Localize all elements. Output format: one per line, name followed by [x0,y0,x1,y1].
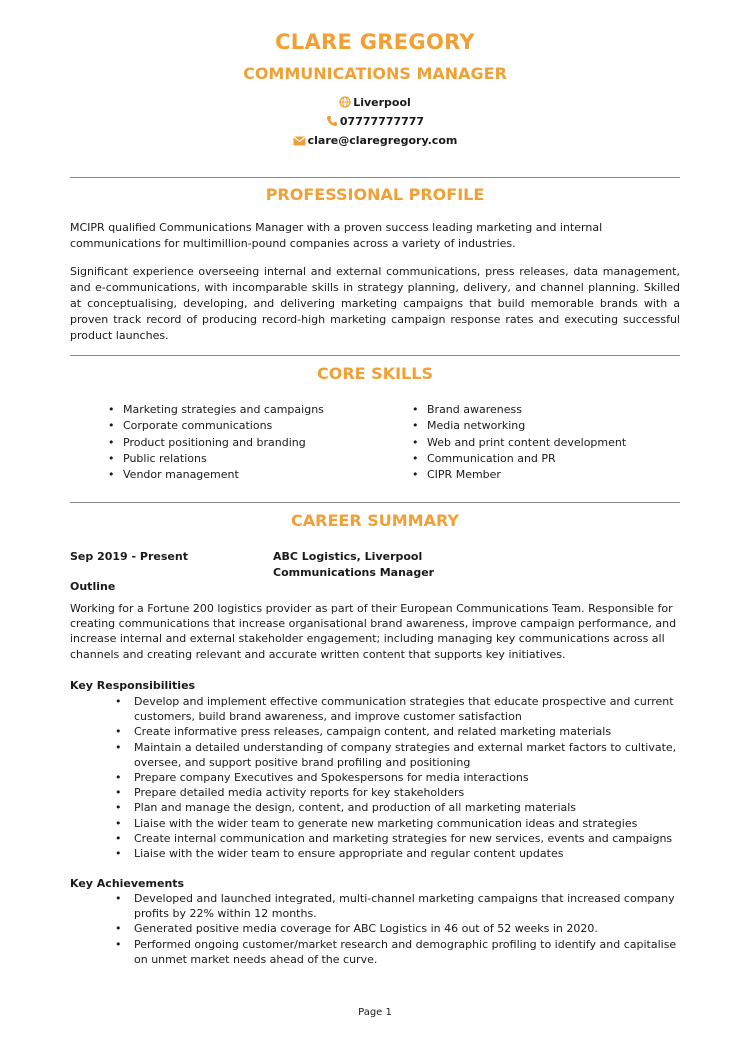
profile-paragraph: MCIPR qualified Communications Manager with a proven success leading marketing and internal communications for multimillion-pound companies across a variety of industries. [70,221,603,250]
skill-item: • Marketing strategies and campaigns [108,402,398,418]
list-item: • Prepare detailed media activity reports for key stakeholders [115,785,685,800]
responsibilities-label: Key Responsibilities [70,679,196,692]
responsibilities-list [115,694,685,861]
section-divider [70,502,680,503]
candidate-title: COMMUNICATIONS MANAGER [243,64,507,83]
skill-item: • Product positioning and branding [108,435,398,451]
skill-item: • Web and print content development [412,435,702,451]
outline-text: Working for a Fortune 200 logistics provider as part of their European Communications Team. Responsible for creating communications that increase organisational brand awareness, improve campaign performance, and increase internal and external stakeholder engagement; including managing key communications across all channels and creating relevant and accurate written content that supports key initiatives. [70,602,677,661]
list-item: • Prepare company Executives and Spokespersons for media interactions [115,770,685,785]
career-heading: CAREER SUMMARY [291,511,459,530]
list-item: • Plan and manage the design, content, and production of all marketing materials [115,800,685,815]
job-role: Communications Manager [273,566,435,579]
list-item: • Liaise with the wider team to ensure appropriate and regular content updates [115,846,685,861]
skill-item: • Brand awareness [412,402,702,418]
contact-email[interactable] [0,134,750,149]
list-item: • Create informative press releases, campaign content, and related marketing materials [115,724,685,739]
list-item: • Performed ongoing customer/market research and demographic profiling to identify and capitalise on unmet market needs ahead of the curve. [115,937,685,967]
email-link[interactable]: clare@claregregory.com [307,134,458,147]
skill-item: • Communication and PR [412,451,702,467]
skill-item: • Public relations [108,451,398,467]
job-employer: ABC Logistics, Liverpool [273,550,423,563]
list-item: • Maintain a detailed understanding of company strategies and external market factors to cultivate, oversee, and support positive brand profiling and positioning [115,740,685,770]
list-item: • Developed and launched integrated, multi-channel marketing campaigns that increased company profits by 22% within 12 months. [115,891,685,921]
envelope-icon [293,136,306,149]
job-dates: Sep 2019 - Present [70,550,188,563]
skills-column-left [108,402,398,483]
skill-item: • Corporate communications [108,418,398,434]
location-text: Liverpool [353,96,411,109]
achievements-label: Key Achievements [70,877,185,890]
list-item: • Generated positive media coverage for ABC Logistics in 46 out of 52 weeks in 2020. [115,921,685,936]
list-item: • Liaise with the wider team to generate new marketing communication ideas and strategies [115,816,685,831]
skills-column-right [412,402,702,483]
skill-item: • CIPR Member [412,467,702,483]
list-item: • Develop and implement effective communication strategies that educate prospective and current customers, build brand awareness, and improve customer satisfaction [115,694,685,724]
section-divider [70,177,680,178]
globe-icon [339,96,351,111]
skill-item: • Media networking [412,418,702,434]
skill-item: • Vendor management [108,467,398,483]
skills-heading: CORE SKILLS [317,364,433,383]
section-divider [70,355,680,356]
list-item: • Create internal communication and marketing strategies for new services, events and campaigns [115,831,685,846]
profile-paragraph: Significant experience overseeing internal and external communications, press releases, data management, and e-communications, with incomparable skills in strategy planning, delivery, and channel planning. Skilled at conceptualising, developing, and delivering marketing campaigns that build memorable brands with a proven track record of producing record-high marketing campaign response rates and executing successful product launches. [70,265,680,342]
contact-location [0,96,750,111]
outline-label: Outline [70,580,116,593]
candidate-name: CLARE GREGORY [275,30,475,54]
page-number: Page 1 [358,1007,392,1018]
phone-text: 07777777777 [339,115,425,128]
phone-icon [326,115,338,130]
achievements-list [115,891,685,967]
profile-heading: PROFESSIONAL PROFILE [265,185,485,204]
contact-phone [0,115,750,130]
